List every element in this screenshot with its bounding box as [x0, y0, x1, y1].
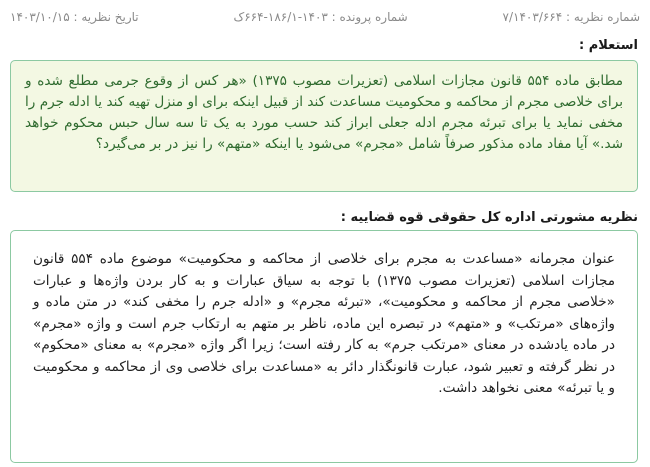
opinion-text: عنوان مجرمانه «مساعدت به مجرم برای خلاصی از محاکمه و محکومیت» موضوع ماده ۵۵۴ قانون مجازات اسلامی (تعزیرات مصوب ۱۳۷۵) با توجه به سیاق عبارات و به کار بردن واژه‌ها و عبارات «خلاصی مجرم از محاکمه و محکومیت»، «تبرئه مجرم» و «ادله جرم را مخفی کند» در متن ماده و واژه‌های «مرتکب» و «متهم» در تبصره این ماده، ناظر بر متهم به ارتکاب جرم است و واژه «مجرم» در ماده یادشده در معنای «مرتکب جرم» به کار رفته است؛ زیرا اگر واژه «مجرم» به معنای «محکوم» در نظر گرفته و تعبیر شود، عبارت قانونگذار دائر به «مساعدت برای خلاصی وی از محاکمه و محکومیت و یا تبرئه» معنی نخواهد داشت.: [33, 251, 616, 396]
opinion-number: شماره نظریه : ۷/۱۴۰۳/۶۶۴: [502, 10, 640, 24]
file-number: شماره پرونده : ۱۴۰۳-۱۸۶/۱-۶۶۴ک: [233, 10, 408, 24]
inquiry-box: [10, 60, 638, 192]
opinion-box: [10, 230, 638, 463]
inquiry-text: مطابق ماده ۵۵۴ قانون مجازات اسلامی (تعزیرات مصوب ۱۳۷۵) «هر کس از وقوع جرمی مطلع شده و برای خلاصی مجرم از محاکمه و محکومیت مساعدت کند از قبیل اینکه برای او منزل تهیه کند یا ادله جرم را مخفی نماید یا برای تبرئه مجرم ادله جعلی ابراز کند حسب مورد به یک تا سه سال حبس محکوم خواهد شد.» آیا مفاد ماده مذکور صرفاً شامل «مجرم» می‌شود یا اینکه «متهم» را نیز در بر می‌گیرد؟: [25, 73, 623, 152]
opinion-heading: نظریه مشورتی اداره کل حقوقی قوه قضاییه :: [340, 210, 638, 225]
inquiry-heading: استعلام :: [578, 38, 638, 53]
opinion-meta-bar: [10, 6, 640, 28]
opinion-date: تاریخ نظریه : ۱۴۰۳/۱۰/۱۵: [10, 10, 139, 24]
